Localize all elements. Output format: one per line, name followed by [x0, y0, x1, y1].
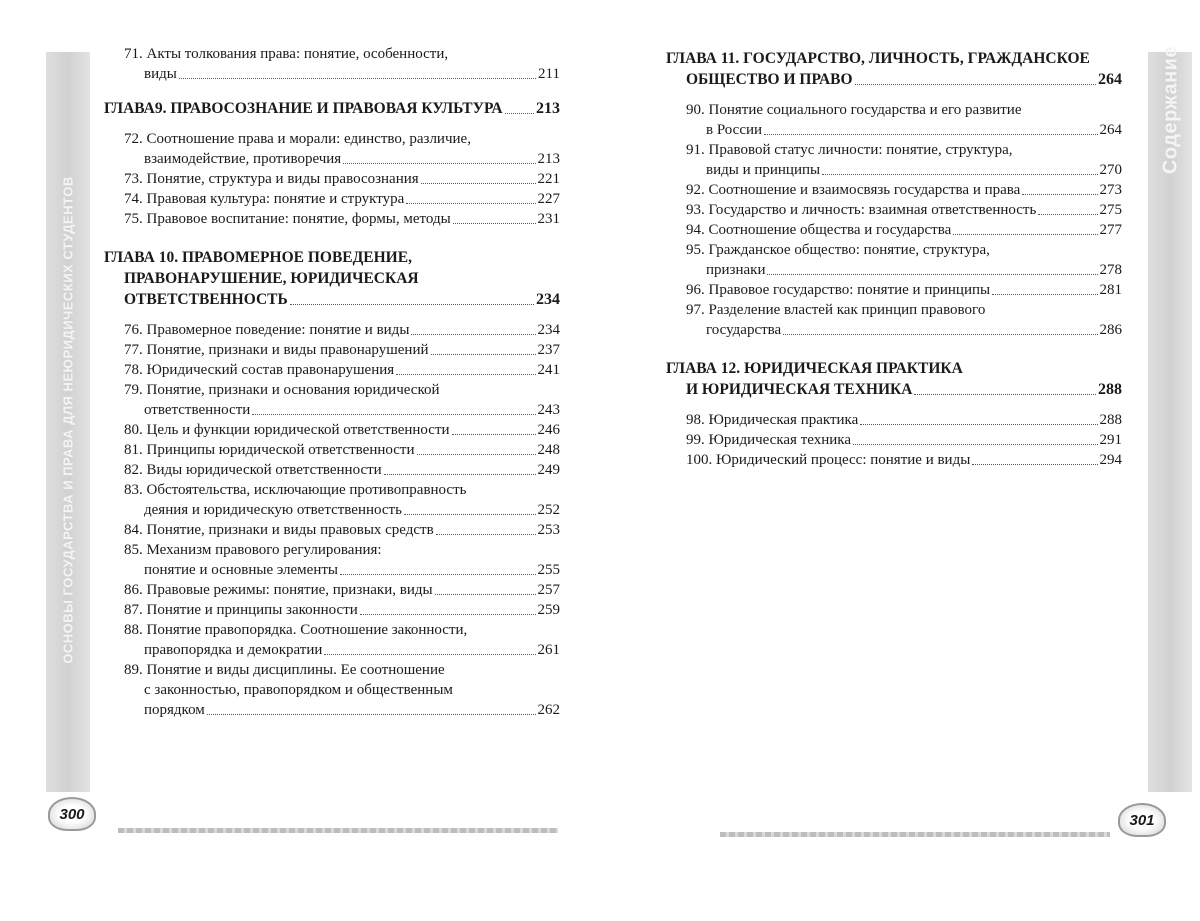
leader-dots: [853, 444, 1098, 445]
chapter-page-number: 288: [1098, 381, 1122, 398]
leader-dots: [914, 394, 1096, 395]
leader-dots: [953, 234, 1097, 235]
toc-entry-title: 90. Понятие социального государства и его развитие: [686, 102, 1022, 118]
toc-entry-title-cont: порядком: [144, 702, 205, 718]
toc-page-number: 270: [1099, 162, 1122, 178]
table-of-contents: [666, 48, 1122, 470]
toc-entry-title: 92. Соотношение и взаимосвязь государства и права: [686, 182, 1021, 198]
toc-entry-title-cont: с законностью, правопорядком и общественным: [144, 682, 453, 698]
toc-entry-title: 89. Понятие и виды дисциплины. Ее соотношение: [124, 662, 445, 678]
toc-page-number: 286: [1099, 322, 1122, 338]
toc-entry[interactable]: [104, 440, 560, 460]
toc-entry-title: 91. Правовой статус личности: понятие, структура,: [686, 142, 1013, 158]
toc-entry-title-cont: государства: [706, 322, 782, 338]
toc-entry-title: 77. Понятие, признаки и виды правонарушений: [124, 342, 429, 358]
toc-entry-title: 88. Понятие правопорядка. Соотношение законности,: [124, 622, 468, 638]
toc-entry[interactable]: [104, 44, 560, 84]
toc-entry-title: 93. Государство и личность: взаимная ответственность: [686, 202, 1037, 218]
running-header-vertical: ОСНОВЫ ГОСУДАРСТВА И ПРАВА ДЛЯ НЕЮРИДИЧЕСКИХ СТУДЕНТОВ: [60, 176, 76, 664]
leader-dots: [179, 78, 536, 79]
toc-entry-title: 100. Юридический процесс: понятие и виды: [686, 452, 971, 468]
toc-entry-title-cont: правопорядка и демократии: [144, 642, 323, 658]
toc-entry-title: 83. Обстоятельства, исключающие противоправность: [124, 482, 467, 498]
toc-entry[interactable]: [104, 340, 560, 360]
leader-dots: [972, 464, 1097, 465]
toc-entry[interactable]: [666, 280, 1122, 300]
footer-rule: [720, 832, 1110, 837]
toc-page-number: 259: [537, 602, 560, 618]
leader-dots: [343, 163, 535, 164]
toc-entry[interactable]: [104, 420, 560, 440]
leader-dots: [767, 274, 1097, 275]
leader-dots: [452, 434, 536, 435]
toc-page-number: 264: [1099, 122, 1122, 138]
toc-entry[interactable]: [666, 430, 1122, 450]
toc-page-number: 213: [537, 151, 560, 167]
leader-dots: [764, 134, 1097, 135]
running-header-vertical: Содержание: [1159, 45, 1182, 175]
toc-entry-title-cont: взаимодействие, противоречия: [144, 151, 342, 167]
leader-dots: [384, 474, 536, 475]
toc-entry[interactable]: [104, 169, 560, 189]
toc-page-number: 262: [537, 702, 560, 718]
toc-entry-title: 72. Соотношение права и морали: единство, различие,: [124, 131, 471, 147]
leader-dots: [207, 714, 536, 715]
toc-entry[interactable]: [104, 209, 560, 229]
toc-entry[interactable]: [666, 180, 1122, 200]
toc-page-number: 291: [1099, 432, 1122, 448]
chapter-title: ГЛАВА9. ПРАВОСОЗНАНИЕ И ПРАВОВАЯ КУЛЬТУРА: [104, 100, 503, 117]
leader-dots: [404, 514, 536, 515]
toc-page-number: 275: [1099, 202, 1122, 218]
toc-entry[interactable]: [104, 660, 560, 720]
toc-page-number: 211: [538, 66, 560, 82]
toc-entry[interactable]: [104, 189, 560, 209]
leader-dots: [1022, 194, 1097, 195]
table-of-contents: [104, 44, 560, 720]
toc-entry-title: 78. Юридический состав правонарушения: [124, 362, 395, 378]
chapter-title: ГЛАВА 11. ГОСУДАРСТВО, ЛИЧНОСТЬ, ГРАЖДАНСКОЕ: [666, 50, 1090, 67]
leader-dots: [340, 574, 536, 575]
chapter-heading[interactable]: [104, 98, 560, 119]
toc-entry[interactable]: [104, 380, 560, 420]
page-number-badge: 301: [1118, 803, 1166, 837]
leader-dots: [822, 174, 1097, 175]
toc-entry-title: 99. Юридическая техника: [686, 432, 851, 448]
toc-entry-title: 81. Принципы юридической ответственности: [124, 442, 415, 458]
toc-entry[interactable]: [104, 520, 560, 540]
toc-entry[interactable]: [104, 540, 560, 580]
toc-entry[interactable]: [666, 240, 1122, 280]
toc-entry-title-cont: признаки: [706, 262, 766, 278]
toc-entry-title: 86. Правовые режимы: понятие, признаки, виды: [124, 582, 433, 598]
toc-entry-title: 71. Акты толкования права: понятие, особенности,: [124, 46, 449, 62]
leader-dots: [436, 534, 536, 535]
toc-page-number: 249: [537, 462, 560, 478]
chapter-page-number: 264: [1098, 71, 1122, 88]
leader-dots: [855, 84, 1096, 85]
toc-entry-title-cont: виды: [144, 66, 177, 82]
toc-page-number: 261: [537, 642, 560, 658]
toc-page-number: 234: [537, 322, 560, 338]
leader-dots: [252, 414, 535, 415]
page-number-badge: 300: [48, 797, 96, 831]
chapter-page-number: 234: [536, 291, 560, 308]
chapter-title: ГЛАВА 10. ПРАВОМЕРНОЕ ПОВЕДЕНИЕ,: [104, 249, 412, 266]
toc-page-number: 288: [1099, 412, 1122, 428]
toc-entry[interactable]: [666, 140, 1122, 180]
toc-entry-title: 84. Понятие, признаки и виды правовых средств: [124, 522, 434, 538]
toc-entry-title: 94. Соотношение общества и государства: [686, 222, 952, 238]
toc-page-number: 281: [1099, 282, 1122, 298]
leader-dots: [360, 614, 536, 615]
chapter-title-cont: ПРАВОНАРУШЕНИЕ, ЮРИДИЧЕСКАЯ: [124, 270, 419, 287]
toc-entry[interactable]: [104, 360, 560, 380]
toc-entry-title: 74. Правовая культура: понятие и структура: [124, 191, 405, 207]
toc-entry[interactable]: [666, 100, 1122, 140]
chapter-heading[interactable]: [666, 358, 1122, 400]
toc-entry[interactable]: [104, 600, 560, 620]
toc-entry-title: 87. Понятие и принципы законности: [124, 602, 358, 618]
leader-dots: [421, 183, 536, 184]
toc-entry-title: 96. Правовое государство: понятие и принципы: [686, 282, 991, 298]
toc-page-number: 227: [537, 191, 560, 207]
toc-page-number: 243: [537, 402, 560, 418]
toc-page-number: 248: [537, 442, 560, 458]
toc-entry[interactable]: [666, 300, 1122, 340]
toc-entry[interactable]: [104, 480, 560, 520]
toc-page-number: 278: [1099, 262, 1122, 278]
chapter-title: ГЛАВА 12. ЮРИДИЧЕСКАЯ ПРАКТИКА: [666, 360, 963, 377]
toc-entry-title: 75. Правовое воспитание: понятие, формы, методы: [124, 211, 451, 227]
chapter-page-number: 213: [536, 100, 560, 117]
toc-entry-title-cont: ответственности: [144, 402, 251, 418]
toc-entry-title-cont: в России: [706, 122, 763, 138]
toc-page-number: 255: [537, 562, 560, 578]
toc-entry-title: 73. Понятие, структура и виды правосознания: [124, 171, 419, 187]
leader-dots: [1038, 214, 1097, 215]
toc-page-number: 231: [537, 211, 560, 227]
toc-page-number: 252: [537, 502, 560, 518]
toc-page-number: 277: [1099, 222, 1122, 238]
toc-entry[interactable]: [666, 220, 1122, 240]
leader-dots: [505, 113, 534, 114]
toc-entry[interactable]: [104, 620, 560, 660]
toc-page-number: 294: [1099, 452, 1122, 468]
leader-dots: [396, 374, 535, 375]
toc-entry-title: 85. Механизм правового регулирования:: [124, 542, 382, 558]
toc-entry[interactable]: [104, 580, 560, 600]
toc-page-number: 257: [537, 582, 560, 598]
toc-entry-title: 80. Цель и функции юридической ответственности: [124, 422, 450, 438]
leader-dots: [417, 454, 536, 455]
leader-dots: [453, 223, 536, 224]
toc-entry-title-cont: понятие и основные элементы: [144, 562, 338, 578]
chapter-heading[interactable]: [666, 48, 1122, 90]
toc-page-number: 253: [537, 522, 560, 538]
leader-dots: [860, 424, 1097, 425]
toc-entry[interactable]: [104, 320, 560, 340]
toc-entry-title: 95. Гражданское общество: понятие, структура,: [686, 242, 990, 258]
leader-dots: [992, 294, 1097, 295]
chapter-title-cont: ОБЩЕСТВО И ПРАВО: [686, 71, 853, 88]
toc-entry[interactable]: [104, 460, 560, 480]
leader-dots: [431, 354, 536, 355]
toc-entry[interactable]: [104, 129, 560, 169]
chapter-title-cont: И ЮРИДИЧЕСКАЯ ТЕХНИКА: [686, 381, 913, 398]
leader-dots: [435, 594, 536, 595]
footer-rule: [118, 828, 558, 833]
chapter-heading[interactable]: [104, 247, 560, 310]
toc-entry-title-cont: виды и принципы: [706, 162, 821, 178]
toc-entry-title: 82. Виды юридической ответственности: [124, 462, 382, 478]
leader-dots: [406, 203, 535, 204]
chapter-title-cont: ОТВЕТСТВЕННОСТЬ: [124, 291, 288, 308]
toc-page-number: 246: [537, 422, 560, 438]
leader-dots: [324, 654, 535, 655]
toc-entry[interactable]: [666, 450, 1122, 470]
toc-entry[interactable]: [666, 410, 1122, 430]
toc-page-number: 241: [537, 362, 560, 378]
right-page: [600, 0, 1200, 921]
leader-dots: [783, 334, 1097, 335]
toc-page-number: 237: [537, 342, 560, 358]
toc-page-number: 273: [1099, 182, 1122, 198]
toc-entry[interactable]: [666, 200, 1122, 220]
toc-page-number: 221: [537, 171, 560, 187]
toc-entry-title: 76. Правомерное поведение: понятие и виды: [124, 322, 410, 338]
toc-entry-title-cont: деяния и юридическую ответственность: [144, 502, 402, 518]
leader-dots: [411, 334, 535, 335]
toc-entry-title: 79. Понятие, признаки и основания юридической: [124, 382, 440, 398]
toc-entry-title: 98. Юридическая практика: [686, 412, 859, 428]
toc-entry-title: 97. Разделение властей как принцип правового: [686, 302, 986, 318]
leader-dots: [290, 304, 534, 305]
